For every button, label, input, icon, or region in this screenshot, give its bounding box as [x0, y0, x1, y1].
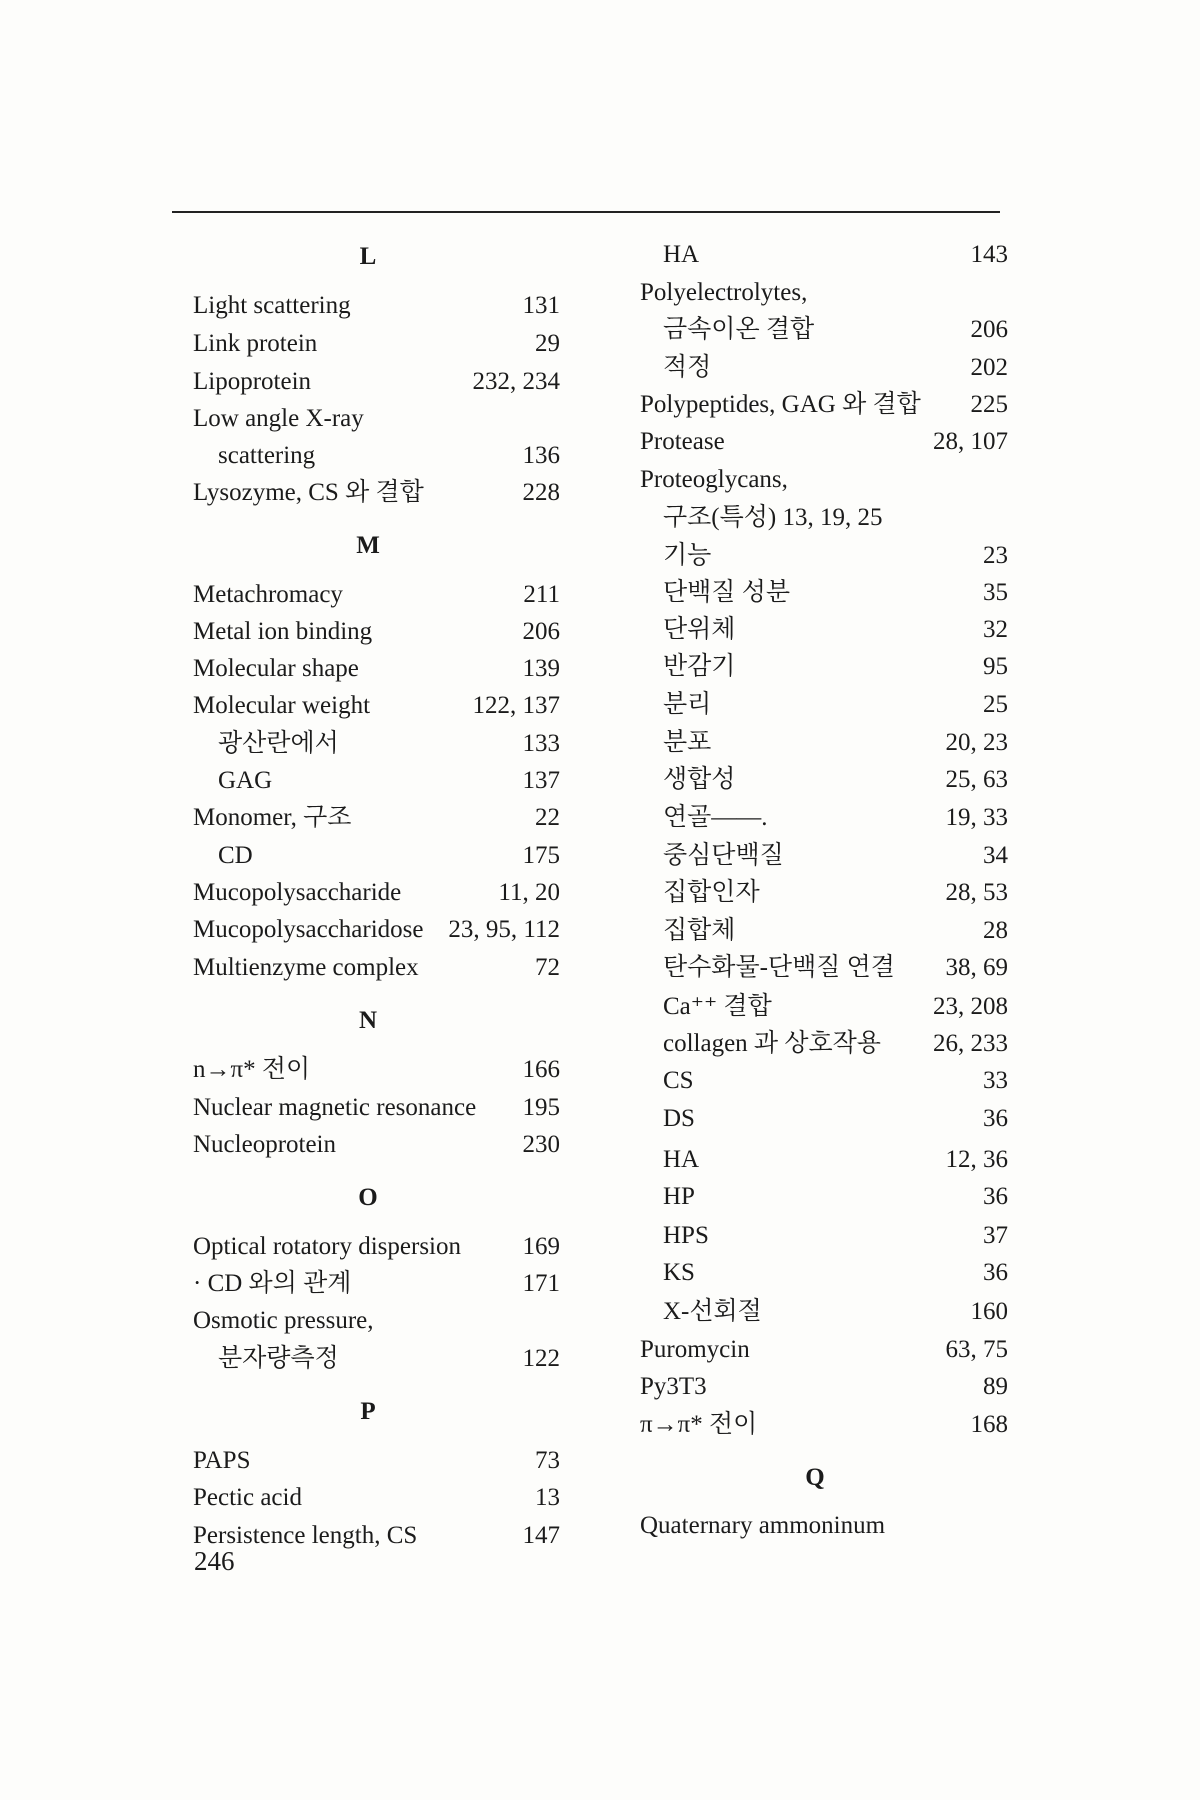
- index-term: Quaternary ammoninum: [640, 1512, 886, 1539]
- index-entry: [193, 293, 560, 318]
- index-entry: [193, 1308, 560, 1333]
- top-rule: [172, 211, 1000, 213]
- page-number: 246: [194, 1546, 235, 1576]
- index-term: 분자량측정: [218, 1345, 339, 1372]
- index-page-ref: 202: [970, 354, 1008, 381]
- index-page-ref: 35: [983, 579, 1008, 606]
- index-term: HPS: [663, 1222, 709, 1249]
- index-page-ref: 169: [522, 1233, 560, 1260]
- index-page-ref: 34: [983, 842, 1008, 869]
- index-page-ref: 26, 233: [933, 1030, 1008, 1057]
- index-page-ref: 36: [983, 1259, 1008, 1286]
- index-term: 금속이온 결합: [663, 316, 815, 343]
- index-term: 반감기: [663, 653, 736, 680]
- index-term: 탄수화물-단백질 연결: [663, 954, 895, 981]
- index-term: Pectic acid: [193, 1484, 302, 1511]
- index-term: Lipoprotein: [193, 368, 312, 395]
- index-page-ref: 36: [983, 1105, 1008, 1132]
- index-term: 구조(특성) 13, 19, 25: [663, 504, 883, 531]
- index-page-ref: 122, 137: [472, 692, 560, 719]
- index-subentry: [663, 1147, 1008, 1172]
- index-term: Metachromacy: [193, 581, 343, 608]
- index-term: Osmotic pressure,: [193, 1307, 374, 1334]
- index-subentry: [663, 317, 1008, 342]
- index-entry: [193, 619, 560, 644]
- index-page-ref: 25, 63: [945, 766, 1008, 793]
- section-heading: P: [360, 1398, 376, 1425]
- section-heading: N: [358, 1007, 378, 1034]
- index-page-ref: 122: [522, 1345, 560, 1372]
- index-term: 중심단백질: [663, 842, 784, 869]
- index-term: Monomer, 구조: [193, 804, 352, 831]
- index-page-ref: 225: [970, 391, 1008, 418]
- index-term: Proteoglycans,: [640, 466, 788, 493]
- index-term: π→π* 전이: [640, 1411, 758, 1438]
- index-entry: [640, 429, 1008, 454]
- index-page-ref: 29: [535, 330, 560, 357]
- index-term: GAG: [218, 767, 273, 794]
- index-entry: [640, 392, 1008, 417]
- index-entry: [640, 1513, 1008, 1538]
- index-page-ref: 133: [522, 730, 560, 757]
- index-term: Nuclear magnetic resonance: [193, 1094, 477, 1121]
- index-subentry: [663, 918, 1008, 943]
- index-page-ref: 206: [522, 618, 560, 645]
- section-heading: Q: [805, 1464, 825, 1491]
- index-subentry: [218, 768, 560, 793]
- index-term: PAPS: [193, 1447, 251, 1474]
- index-subentry: [663, 843, 1008, 868]
- index-subentry: [663, 355, 1008, 380]
- index-term: Molecular weight: [193, 692, 371, 719]
- index-entry: [193, 1485, 560, 1510]
- index-page-ref: 13: [535, 1484, 560, 1511]
- index-term: Optical rotatory dispersion: [193, 1233, 461, 1260]
- index-term: 분리: [663, 691, 712, 718]
- index-term: Light scattering: [193, 292, 351, 319]
- index-entry: [640, 280, 1008, 305]
- index-page-ref: 22: [535, 804, 560, 831]
- index-term: Molecular shape: [193, 655, 359, 682]
- index-subentry: [663, 1260, 1008, 1285]
- section-heading: L: [359, 243, 377, 270]
- index-page-ref: 139: [522, 655, 560, 682]
- index-term: CS: [663, 1067, 694, 1094]
- index-entry: [193, 369, 560, 394]
- index-term: KS: [663, 1259, 695, 1286]
- index-term: 집합체: [663, 917, 736, 944]
- index-page-ref: 95: [983, 653, 1008, 680]
- index-subentry: [663, 654, 1008, 679]
- index-term: 분포: [663, 729, 712, 756]
- index-page-ref: 63, 75: [945, 1336, 1008, 1363]
- index-page-ref: 230: [522, 1131, 560, 1158]
- index-term: DS: [663, 1105, 695, 1132]
- index-page-ref: 33: [983, 1067, 1008, 1094]
- index-subentry: [663, 955, 1008, 980]
- index-term: Py3T3: [640, 1373, 707, 1400]
- index-term: Lysozyme, CS 와 결합: [193, 479, 424, 506]
- index-term: 생합성: [663, 766, 736, 793]
- index-subentry: [663, 1223, 1008, 1248]
- index-term: 광산란에서: [218, 730, 339, 757]
- index-page-ref: 131: [522, 292, 560, 319]
- index-page-ref: 36: [983, 1183, 1008, 1210]
- index-page-ref: 32: [983, 616, 1008, 643]
- index-subentry: [218, 443, 560, 468]
- index-page-ref: 147: [522, 1522, 560, 1549]
- index-entry: [193, 693, 560, 718]
- index-term: Protease: [640, 428, 725, 455]
- index-entry: [193, 1132, 560, 1157]
- index-page-ref: 28, 53: [945, 879, 1008, 906]
- index-term: Nucleoprotein: [193, 1131, 337, 1158]
- index-page-ref: 195: [522, 1094, 560, 1121]
- index-page-ref: 19, 33: [945, 804, 1008, 831]
- index-subentry: [663, 1184, 1008, 1209]
- index-page-ref: 12, 36: [945, 1146, 1008, 1173]
- index-entry: [193, 1448, 560, 1473]
- index-term: HA: [663, 241, 700, 268]
- index-entry: [193, 880, 560, 905]
- index-subentry: [218, 731, 560, 756]
- index-entry: [640, 1412, 1008, 1437]
- index-term: Polypeptides, GAG 와 결합: [640, 391, 921, 418]
- index-term: 단백질 성분: [663, 579, 791, 606]
- index-subentry: [663, 543, 1008, 568]
- index-term: HP: [663, 1183, 695, 1210]
- index-entry: [640, 467, 1008, 492]
- index-term: n→π* 전이: [193, 1056, 311, 1083]
- index-page-ref: 28, 107: [933, 428, 1008, 455]
- index-subentry: [663, 880, 1008, 905]
- index-page-ref: 137: [522, 767, 560, 794]
- index-term: Metal ion binding: [193, 618, 373, 645]
- index-term: Mucopolysaccharide: [193, 879, 402, 906]
- index-entry: [193, 1095, 560, 1120]
- index-entry: [193, 582, 560, 607]
- index-page-ref: 11, 20: [498, 879, 560, 906]
- index-subentry: [663, 1031, 1008, 1056]
- index-term: Mucopolysaccharidose: [193, 916, 424, 943]
- index-entry: [193, 331, 560, 356]
- index-term: Persistence length, CS: [193, 1522, 418, 1549]
- index-page-ref: 38, 69: [945, 954, 1008, 981]
- index-page-ref: 28: [983, 917, 1008, 944]
- index-subentry: [663, 730, 1008, 755]
- index-entry: [640, 1337, 1008, 1362]
- index-entry: [193, 1234, 560, 1259]
- index-page-ref: 143: [970, 241, 1008, 268]
- index-term: Polyelectrolytes,: [640, 279, 808, 306]
- index-page-ref: 89: [983, 1373, 1008, 1400]
- index-term: 집합인자: [663, 879, 760, 906]
- index-entry: [193, 406, 560, 431]
- index-page-ref: 20, 23: [945, 729, 1008, 756]
- index-page-ref: 25: [983, 691, 1008, 718]
- index-entry: [193, 480, 560, 505]
- section-heading: M: [356, 532, 380, 559]
- index-term: 기능: [663, 542, 712, 569]
- index-page-ref: 72: [535, 954, 560, 981]
- index-entry: [193, 917, 560, 942]
- index-term: scattering: [218, 442, 316, 469]
- index-page-ref: 206: [970, 316, 1008, 343]
- index-subentry: [663, 805, 1008, 830]
- index-entry: [193, 1523, 560, 1548]
- index-entry: [193, 656, 560, 681]
- index-subentry: [663, 1068, 1008, 1093]
- index-page-ref: 228: [522, 479, 560, 506]
- index-page-ref: 168: [970, 1411, 1008, 1438]
- index-subentry: [663, 580, 1008, 605]
- index-term: collagen 과 상호작용: [663, 1030, 881, 1057]
- index-entry: [193, 805, 560, 830]
- index-term: Puromycin: [640, 1336, 750, 1363]
- index-page-ref: 37: [983, 1222, 1008, 1249]
- index-subentry: [663, 767, 1008, 792]
- index-term: Low angle X-ray: [193, 405, 364, 432]
- index-entry: [640, 1374, 1008, 1399]
- index-term: X-선회절: [663, 1298, 762, 1325]
- index-term: Ca⁺⁺ 결합: [663, 993, 772, 1020]
- index-subentry: [663, 617, 1008, 642]
- index-page-ref: 23: [983, 542, 1008, 569]
- index-subentry: [218, 1346, 560, 1371]
- index-page-ref: 23, 208: [933, 993, 1008, 1020]
- index-page-ref: 166: [522, 1056, 560, 1083]
- index-term: 연골——.: [663, 804, 768, 831]
- index-term: 적정: [663, 354, 712, 381]
- index-subentry: [218, 843, 560, 868]
- index-subentry: [663, 994, 1008, 1019]
- index-term: CD: [218, 842, 253, 869]
- index-term: Link protein: [193, 330, 318, 357]
- index-subentry: [663, 505, 1008, 530]
- index-page-ref: 232, 234: [472, 368, 560, 395]
- index-page-ref: 175: [522, 842, 560, 869]
- index-subentry: [663, 1299, 1008, 1324]
- index-term: 단위체: [663, 616, 736, 643]
- index-page-ref: 171: [522, 1270, 560, 1297]
- index-term: · CD 와의 관계: [193, 1270, 352, 1297]
- index-page-ref: 160: [970, 1298, 1008, 1325]
- index-subentry: [663, 1106, 1008, 1131]
- index-entry: [193, 955, 560, 980]
- index-page-ref: 211: [523, 581, 560, 608]
- index-page-ref: 73: [535, 1447, 560, 1474]
- index-term: Multienzyme complex: [193, 954, 419, 981]
- index-entry: [193, 1057, 560, 1082]
- index-subentry: [663, 242, 1008, 267]
- index-subentry: [663, 692, 1008, 717]
- index-entry: [193, 1271, 560, 1296]
- index-page-ref: 136: [522, 442, 560, 469]
- index-page-ref: 23, 95, 112: [448, 916, 560, 943]
- section-heading: O: [358, 1184, 378, 1211]
- index-term: HA: [663, 1146, 700, 1173]
